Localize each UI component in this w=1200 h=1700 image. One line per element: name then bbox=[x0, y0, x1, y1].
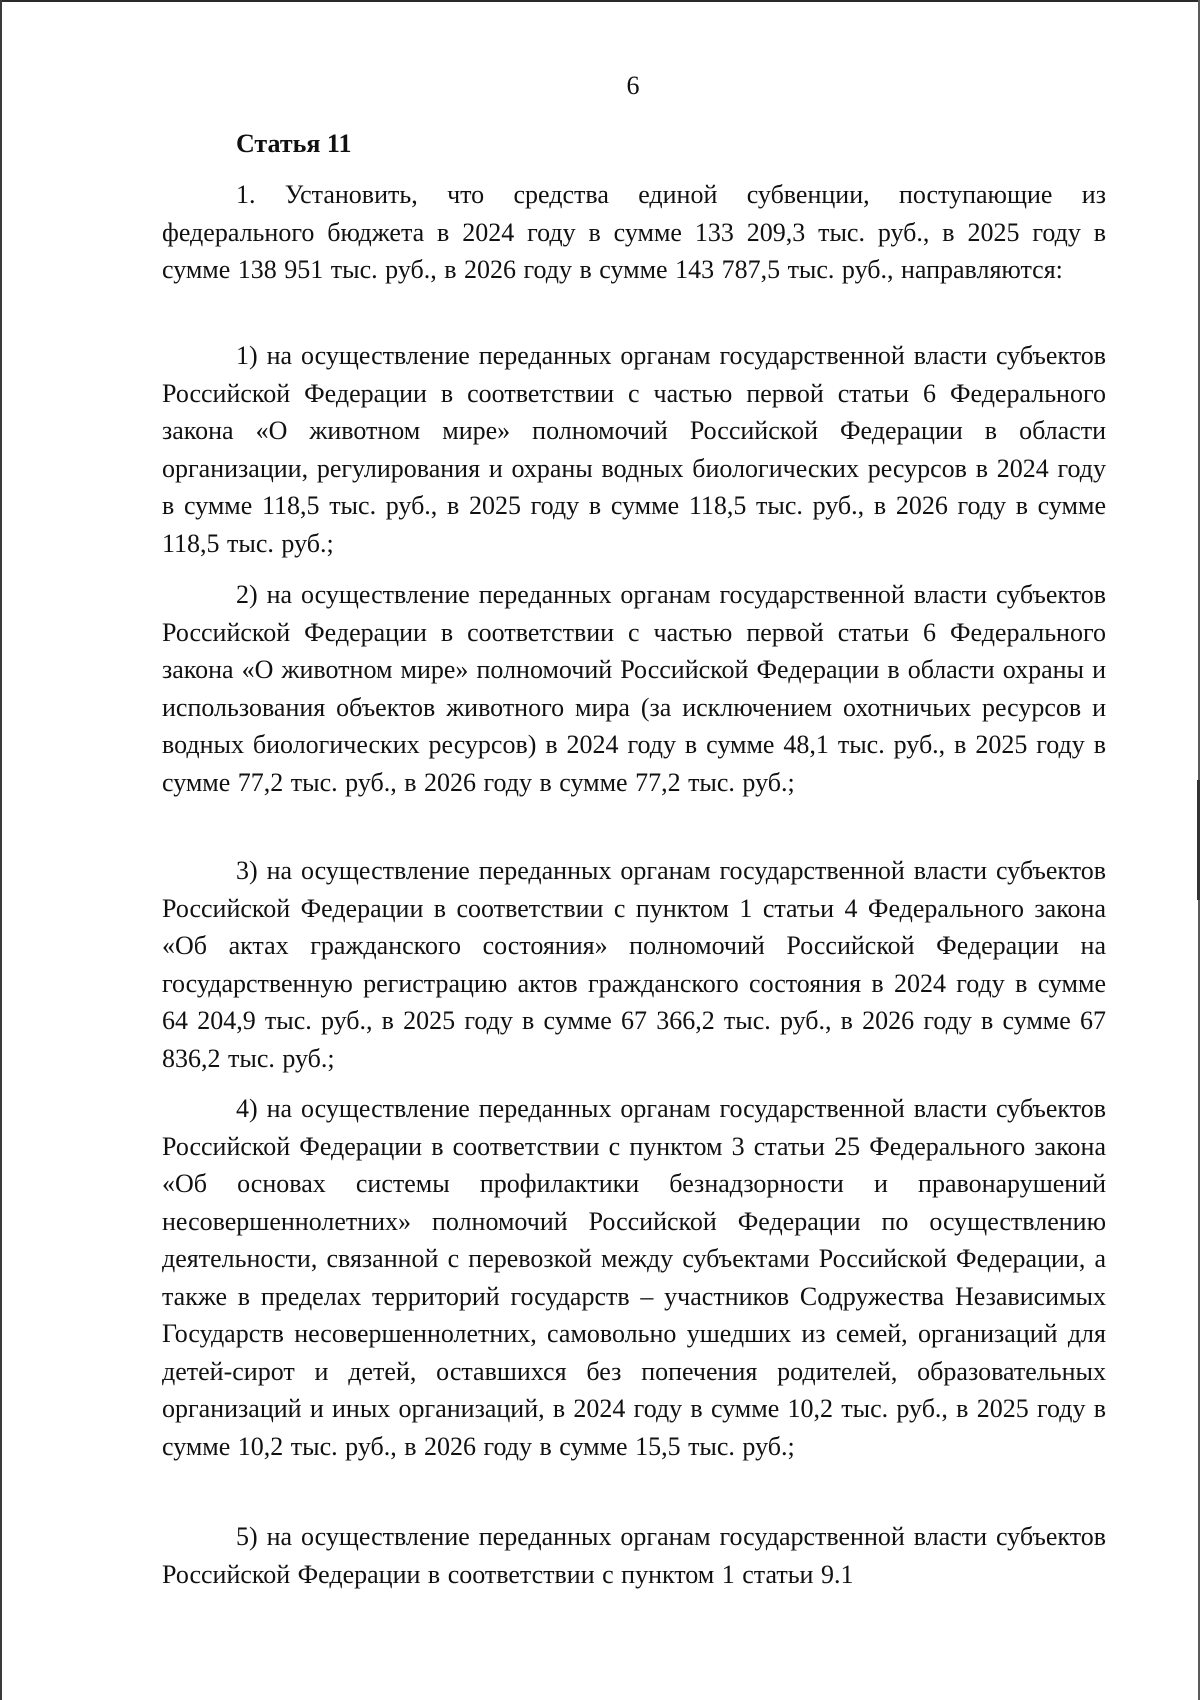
list-item bbox=[162, 1518, 1106, 1593]
list-item-text: 2) на осуществление переданных органам государственной власти субъектов Российской Федерации в соответствии с частью первой статьи 6 Федерального закона «О животном мире» полномочий Российской Федерации в области охраны и использования объектов животного мира (за исключением охотничьих ресурсов и водных биологических ресурсов) в 2024 году в сумме 48,1 тыс. руб., в 2025 году в сумме 77,2 тыс. руб., в 2026 году в сумме 77,2 тыс. руб.; bbox=[162, 580, 1106, 797]
article-title: Статья 11 bbox=[236, 129, 352, 158]
page-number: 6 bbox=[626, 71, 640, 100]
list-item-text: 5) на осуществление переданных органам государственной власти субъектов Российской Федерации в соответствии с пунктом 1 статьи 9.1 bbox=[162, 1522, 1106, 1589]
list-item bbox=[162, 1090, 1106, 1465]
intro-text: 1. Установить, что средства единой субвенции, поступающие из федерального бюджета в 2024 году в сумме 133 209,3 тыс. руб., в 2025 году в сумме 138 951 тыс. руб., в 2026 году в сумме 143 787,5 тыс. руб., направляются: bbox=[162, 180, 1106, 284]
list-item bbox=[162, 852, 1106, 1077]
list-item bbox=[162, 576, 1106, 801]
list-item bbox=[162, 337, 1106, 562]
list-item-text: 4) на осуществление переданных органам государственной власти субъектов Российской Федерации в соответствии с пунктом 3 статьи 25 Федерального закона «Об основах системы профилактики безнадзорности и правонарушений несовершеннолетних» полномочий Российской Федерации по осуществлению деятельности, связанной с перевозкой между субъектами Российской Федерации, а также в пределах территорий государств – участников Содружества Независимых Государств несовершеннолетних, самовольно ушедших из семей, организаций для детей-сирот и детей, оставшихся без попечения родителей, образовательных организаций и иных организаций, в 2024 году в сумме 10,2 тыс. руб., в 2025 году в сумме 10,2 тыс. руб., в 2026 году в сумме 15,5 тыс. руб.; bbox=[162, 1094, 1106, 1461]
intro-paragraph bbox=[162, 176, 1106, 289]
list-item-text: 1) на осуществление переданных органам государственной власти субъектов Российской Федерации в соответствии с частью первой статьи 6 Федерального закона «О животном мире» полномочий Российской Федерации в области организации, регулирования и охраны водных биологических ресурсов в 2024 году в сумме 118,5 тыс. руб., в 2025 году в сумме 118,5 тыс. руб., в 2026 году в сумме 118,5 тыс. руб.; bbox=[162, 341, 1106, 558]
scan-edge-top bbox=[0, 0, 1200, 2]
scan-edge-left bbox=[0, 0, 2, 1700]
list-item-text: 3) на осуществление переданных органам государственной власти субъектов Российской Федерации в соответствии с пунктом 1 статьи 4 Федерального закона «Об актах гражданского состояния» полномочий Российской Федерации на государственную регистрацию актов гражданского состояния в 2024 году в сумме 64 204,9 тыс. руб., в 2025 году в сумме 67 366,2 тыс. руб., в 2026 году в сумме 67 836,2 тыс. руб.; bbox=[162, 856, 1106, 1073]
